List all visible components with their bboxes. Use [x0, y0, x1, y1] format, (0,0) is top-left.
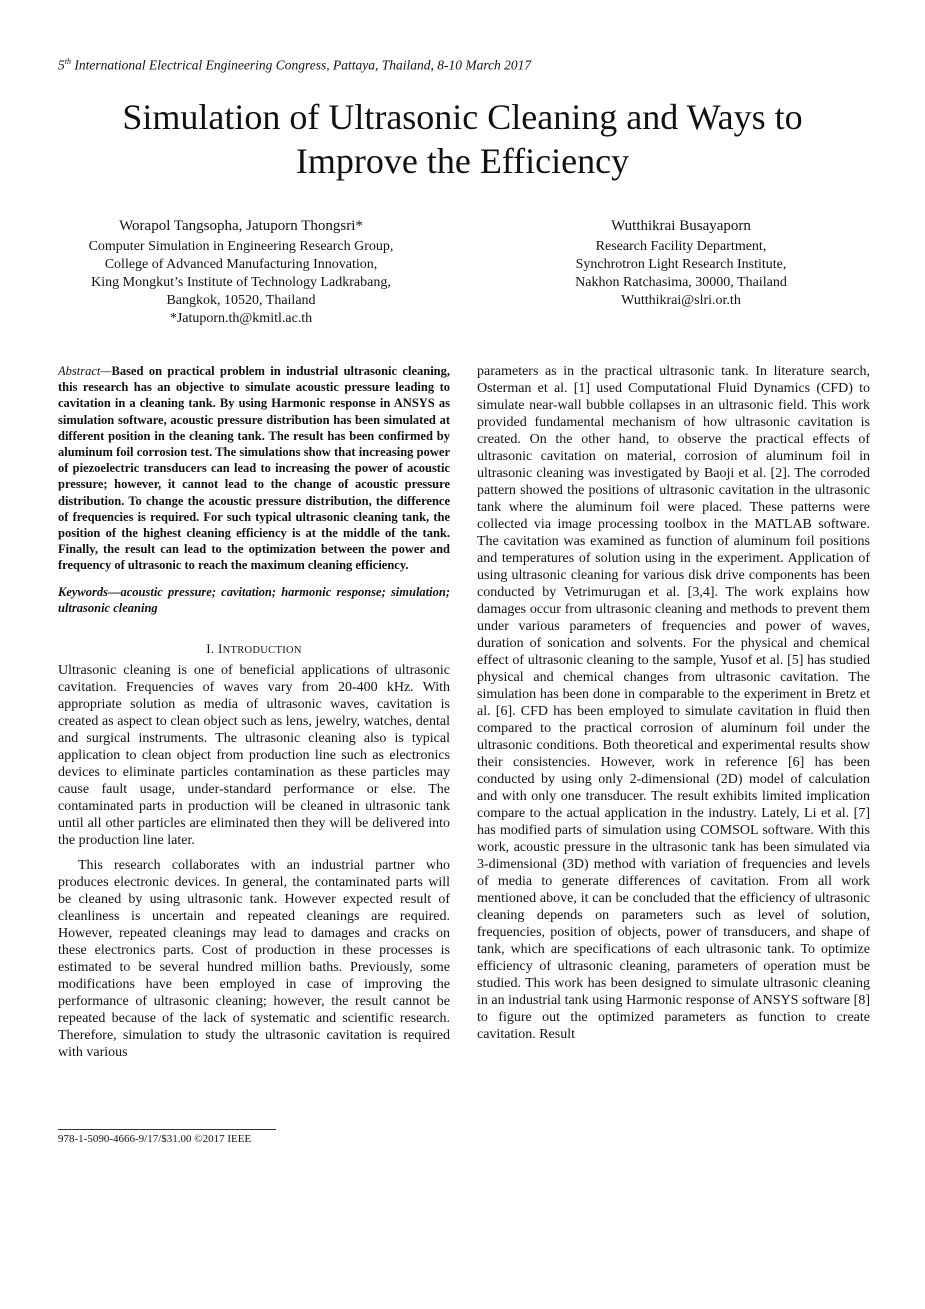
affiliation-line: College of Advanced Manufacturing Innovation, [104, 257, 378, 272]
affiliation-line: Synchrotron Light Research Institute, [575, 257, 787, 272]
abstract [58, 363, 450, 574]
left-column [58, 363, 450, 1123]
keywords [58, 584, 450, 616]
author-block-left [58, 217, 424, 328]
intro-paragraph-1: Ultrasonic cleaning is one of beneficial applications of ultrasonic cavitation. Frequencies of waves vary from 20-400 kHz. With appropriate solution as media of ultrasonic waves, cavitation is created as aspect to clean object such as lens, jewelry, watches, dental and surgical instruments. The ultrasonic cleaning also is typical application to clean object from production line such as electronics devices to eliminate particles contamination as these particles may cause fault usage, under-standard performance or else. The contaminated parts in production will be cleaned in ultrasonic tank until all other particles are eliminated then they will be delivered into the production line later. [58, 663, 450, 849]
affiliation-line: Bangkok, 10520, Thailand [166, 293, 316, 308]
affiliation-line: King Mongkut’s Institute of Technology Ladkrabang, [91, 275, 391, 290]
abstract-label: Abstract— [58, 364, 112, 378]
conference-header [58, 57, 531, 74]
intro-paragraph-2: This research collaborates with an industrial partner who produces electronic devices. In general, the contaminated parts will be cleaned by using ultrasonic tank. However expected result of cleanliness is uncertain and repeated cleanings are required. However, repeated cleanings may lead to damages and cracks on these electronics parts. Cost of production in these processes is estimated to be several hundred million baths. Previously, some modifications have been employed in case of improving the performance of ultrasonic cleaning; however, the result cannot be repeated because of the lack of systematic and scientific research. Therefore, simulation to study the ultrasonic cavitation is required with various [58, 858, 450, 1061]
section-heading-introduction [58, 640, 450, 659]
conference-number: 5 [58, 57, 65, 73]
right-column [477, 363, 870, 1118]
paper-title [60, 95, 865, 183]
abstract-text: Based on practical problem in industrial ultrasonic cleaning, this research has an objective to simulate acoustic pressure leading to cavitation in a cleaning tank. By using Harmonic response in ANSYS as simulation software, acoustic pressure distribution has been simulated at different position in the cleaning tank. The result has been confirmed by aluminum foil corrosion test. The simulations show that increasing power of piezoelectric transducers can lead to increasing the power of acoustic pressure; however, it cannot lead to the change of acoustic pressure distribution. To change the acoustic pressure distribution, the difference of frequencies is required. For such typical ultrasonic cleaning tank, the position of the highest cleaning efficiency is at the middle of the tank. Finally, the result can lead to the optimization between the power and frequency of ultrasonic to reach the maximum cleaning efficiency. [58, 364, 450, 573]
author-block-right [496, 217, 866, 310]
paper-title-line-1: Simulation of Ultrasonic Cleaning and Ways to [122, 97, 803, 137]
author-names-right: Wutthikrai Busayaporn [611, 218, 751, 234]
paper-title-line-2: Improve the Efficiency [295, 141, 630, 181]
author-email-right: Wutthikrai@slri.or.th [621, 293, 741, 308]
conference-details: International Electrical Engineering Congress, Pattaya, Thailand, 8-10 March 2017 [70, 57, 532, 73]
section-title-rest: NTRODUCTION [222, 645, 302, 657]
section-title-initial: I [217, 641, 223, 657]
keywords-text: acoustic pressure; cavitation; harmonic response; simulation; ultrasonic cleaning [58, 584, 450, 615]
author-email-left: *Jatuporn.th@kmitl.ac.th [169, 311, 313, 326]
affiliation-line: Computer Simulation in Engineering Research Group, [88, 239, 394, 254]
conference-ordinal: th [64, 57, 71, 66]
affiliation-line: Research Facility Department, [595, 239, 767, 254]
intro-paragraph-3: parameters as in the practical ultrasonic tank. In literature search, Osterman et al. [1] used Computational Fluid Dynamics (CFD) to simulate near-wall bubble collapses in an ultrasonic field. This work provided fundamental mechanism of how ultrasonic cavitation is created. On the other hand, to observe the practical effects of ultrasonic cavitation on material, corrosion of aluminum foil in ultrasonic cleaning was investigated by Baoji et al. [2]. The corroded pattern showed the positions of ultrasonic cavitation in the ultrasonic tank where the aluminum foil were placed. These patterns were collected via image processing toolbox in the MATLAB software. The cavitation was examined as function of aluminum foil positions and temperatures of solution using in the experiment. Application of using ultrasonic cleaning for various disk drive components has been conducted by Vetrimurugan et al. [3,4]. The work explains how damages occur from ultrasonic cleaning and methods to prevent them under various parameters of frequencies and power of waves, duration of sonication and solvents. For the physical and chemical effect of ultrasonic cleaning to the sample, Yusof et al. [5] has studied physical and chemical changes from ultrasonic cavitation. The simulation has been done in comparable to the experiment in Bretz et al. [6]. CFD has been employed to simulate cavitation in fluid then compared to the practical corrosion of aluminum foil under the ultrasonic conditions. Both theoretical and experimental results show their consistencies. However, work in reference [6] has been conducted by using only 2-dimensional (2D) model of calculation and with only one transducer. The result exhibits limited implication compare to the actual application in the industry. Lately, Li et al. [7] has modified parts of simulation using COMSOL software. With this work, acoustic pressure in the ultrasonic tank has been simulated via 3-dimensional (3D) method with variation of frequencies and levels of media to generate differences of cavitation. From all work mentioned above, it can be concluded that the efficiency of ultrasonic cleaning depends on parameters such as level of solution, frequencies, position of objects, power of transducers, and shape of tank, which are specifications of each ultrasonic tank. To optimize efficiency of ultrasonic cleaning, parameters of operation must be studied. This work has been designed to simulate ultrasonic cleaning in an industrial tank using Harmonic response of ANSYS software [8] to figure out the optimized parameters as function to create cavitation. Result [477, 364, 870, 1042]
keywords-label: Keywords— [58, 584, 121, 599]
section-number: I. [206, 641, 215, 657]
copyright-footnote: 978-1-5090-4666-9/17/$31.00 ©2017 IEEE [58, 1133, 252, 1145]
affiliation-line: Nakhon Ratchasima, 30000, Thailand [575, 275, 787, 290]
footnote-divider [58, 1129, 276, 1130]
author-names-left: Worapol Tangsopha, Jatuporn Thongsri* [119, 218, 363, 234]
